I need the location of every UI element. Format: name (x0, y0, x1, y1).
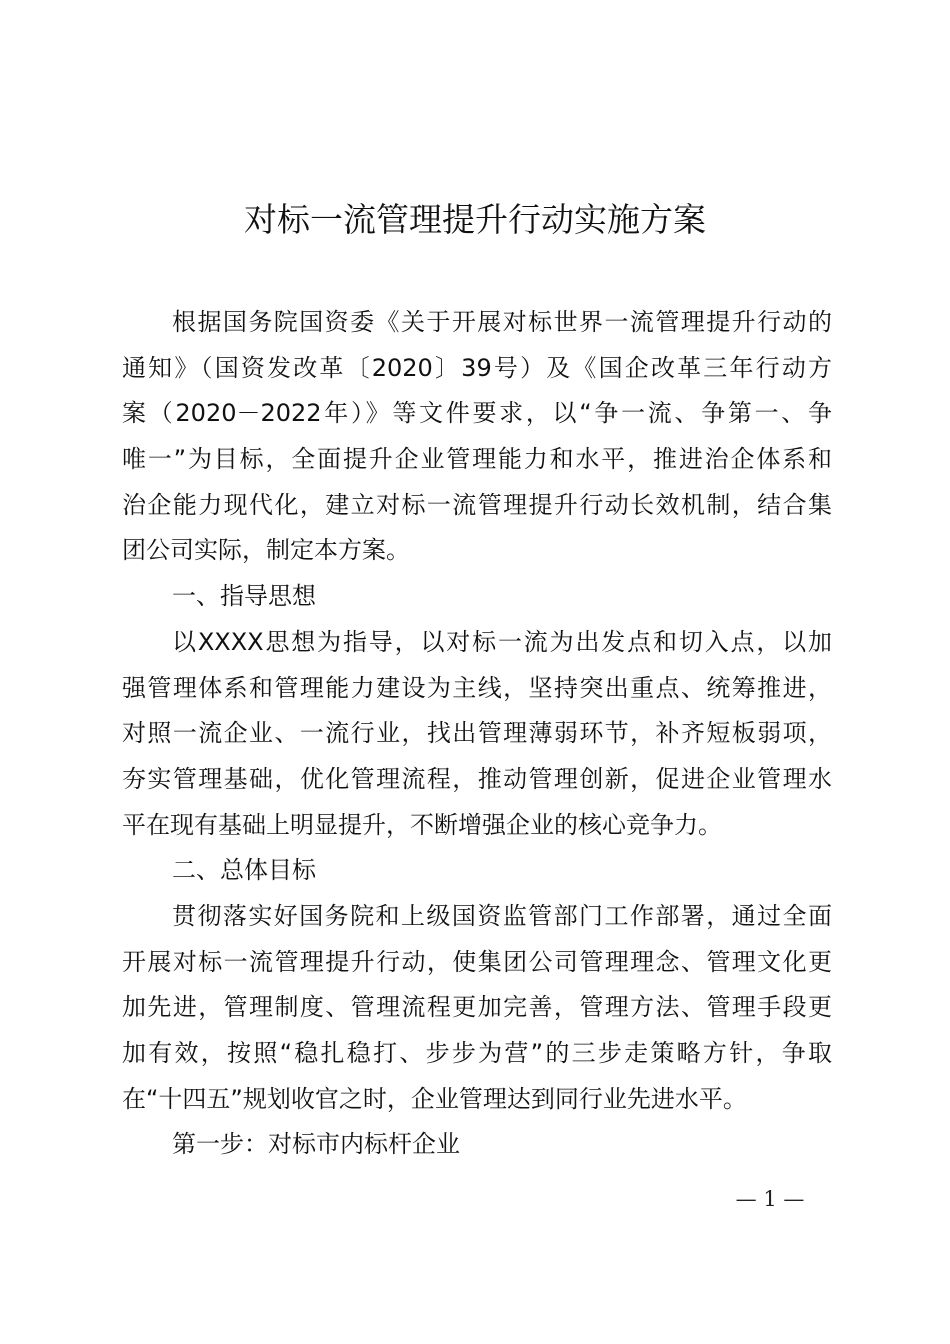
paragraph-line: 加有效，按照“稳扎稳打、步步为营”的三步走策略方针，争取 (122, 1039, 832, 1067)
paragraph-line: 夯实管理基础，优化管理流程，推动管理创新，促进企业管理水 (122, 764, 832, 793)
paragraph-line: 在“十四五”规划收官之时，企业管理达到同行业先进水平。 (122, 1084, 747, 1113)
paragraph-line: 对照一流企业、一流行业，找出管理薄弱环节，补齐短板弱项， (122, 719, 832, 748)
paragraph-line: 唯一”为目标，全面提升企业管理能力和水平，推进治企体系和 (122, 445, 832, 474)
section-heading: 二、总体目标 (172, 856, 316, 885)
paragraph-line: 根据国务院国资委《关于开展对标世界一流管理提升行动的 (172, 308, 832, 336)
step-heading: 第一步：对标市内标杆企业 (172, 1130, 460, 1159)
paragraph-line: 平在现有基础上明显提升，不断增强企业的核心竞争力。 (122, 810, 722, 839)
paragraph-line: 案（2020－2022年）》等文件要求，以“争一流、争第一、争 (122, 399, 832, 428)
paragraph-line: 贯彻落实好国务院和上级国资监管部门工作部署，通过全面 (172, 901, 832, 930)
paragraph-line: 治企能力现代化，建立对标一流管理提升行动长效机制，结合集 (122, 490, 832, 519)
section-heading: 一、指导思想 (172, 582, 316, 611)
page-number: — 1 — (735, 1187, 805, 1211)
paragraph-line: 加先进，管理制度、管理流程更加完善，管理方法、管理手段更 (122, 993, 832, 1022)
paragraph-line: 强管理体系和管理能力建设为主线，坚持突出重点、统筹推进， (122, 673, 832, 702)
paragraph-line: 通知》（国资发改革〔2020〕39号）及《国企改革三年行动方 (122, 353, 832, 382)
paragraph-line: 以XXXX思想为指导，以对标一流为出发点和切入点，以加 (172, 627, 832, 656)
document-title: 对标一流管理提升行动实施方案 (244, 200, 706, 239)
paragraph-line: 团公司实际，制定本方案。 (122, 536, 410, 565)
document-body (122, 300, 832, 1168)
paragraph-line: 开展对标一流管理提升行动，使集团公司管理理念、管理文化更 (122, 947, 832, 976)
